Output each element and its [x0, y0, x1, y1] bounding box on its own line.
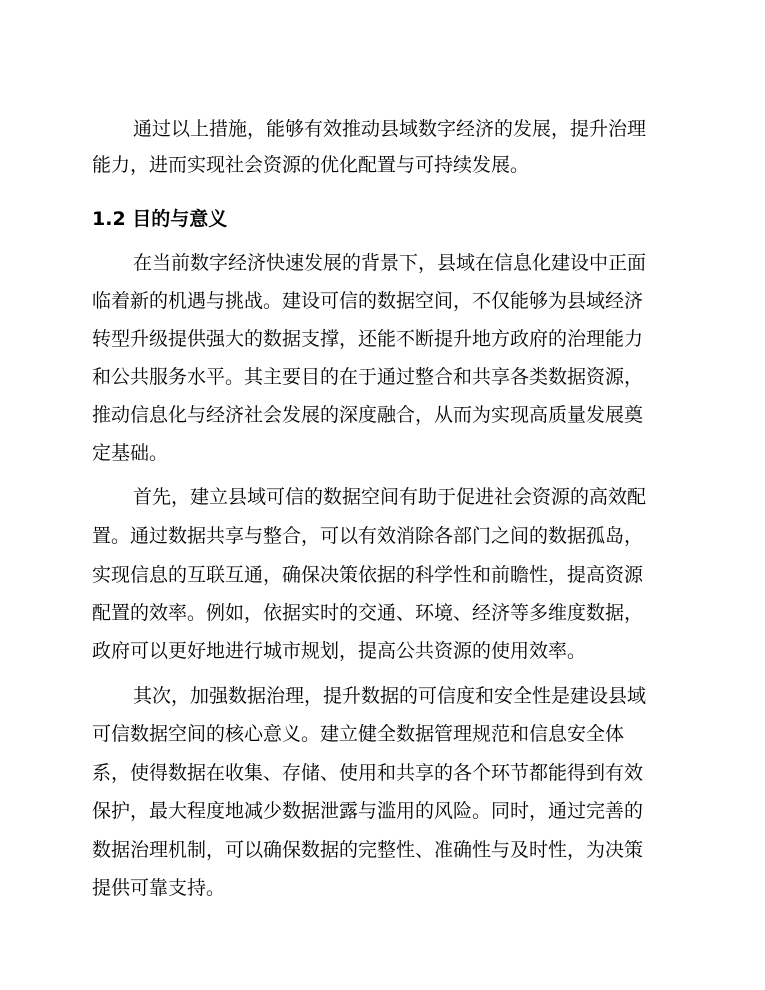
paragraph-purpose-line: 定基础。	[92, 442, 169, 464]
paragraph-purpose-line: 在当前数字经济快速发展的背景下，县域在信息化建设中正面	[133, 252, 647, 274]
paragraph-first-line: 配置的效率。例如，依据实时的交通、环境、经济等多维度数据，	[92, 602, 644, 624]
paragraph-first-line: 置。通过数据共享与整合，可以有效消除各部门之间的数据孤岛，	[92, 525, 644, 547]
paragraph-purpose-line: 和公共服务水平。其主要目的在于通过整合和共享各类数据资源，	[92, 366, 644, 388]
section-number: 1.2	[92, 208, 126, 230]
paragraph-intro-line: 通过以上措施，能够有效推动县域数字经济的发展，提升治理	[133, 118, 647, 140]
paragraph-second-line: 系，使得数据在收集、存储、使用和共享的各个环节都能得到有效	[92, 762, 644, 784]
paragraph-second-line: 其次，加强数据治理，提升数据的可信度和安全性是建设县域	[133, 685, 647, 707]
paragraph-purpose-line: 临着新的机遇与挑战。建设可信的数据空间，不仅能够为县域经济	[92, 290, 644, 312]
paragraph-purpose-line: 推动信息化与经济社会发展的深度融合，从而为实现高质量发展奠	[92, 404, 644, 426]
paragraph-intro-line: 能力，进而实现社会资源的优化配置与可持续发展。	[92, 154, 530, 176]
paragraph-purpose-line: 转型升级提供强大的数据支撑，还能不断提升地方政府的治理能力	[92, 328, 644, 350]
paragraph-second-line: 提供可靠支持。	[92, 877, 226, 899]
paragraph-second-line: 数据治理机制，可以确保数据的完整性、准确性与及时性，为决策	[92, 839, 644, 861]
paragraph-second-line: 保护，最大程度地减少数据泄露与滥用的风险。同时，通过完善的	[92, 800, 644, 822]
paragraph-first-line: 实现信息的互联互通，确保决策依据的科学性和前瞻性，提高资源	[92, 564, 644, 586]
section-title: 目的与意义	[132, 208, 228, 230]
paragraph-first-line: 首先，建立县域可信的数据空间有助于促进社会资源的高效配	[133, 486, 647, 508]
paragraph-second-line: 可信数据空间的核心意义。建立健全数据管理规范和信息安全体	[92, 723, 625, 745]
paragraph-first-line: 政府可以更好地进行城市规划，提高公共资源的使用效率。	[92, 640, 587, 662]
section-heading	[92, 206, 227, 232]
